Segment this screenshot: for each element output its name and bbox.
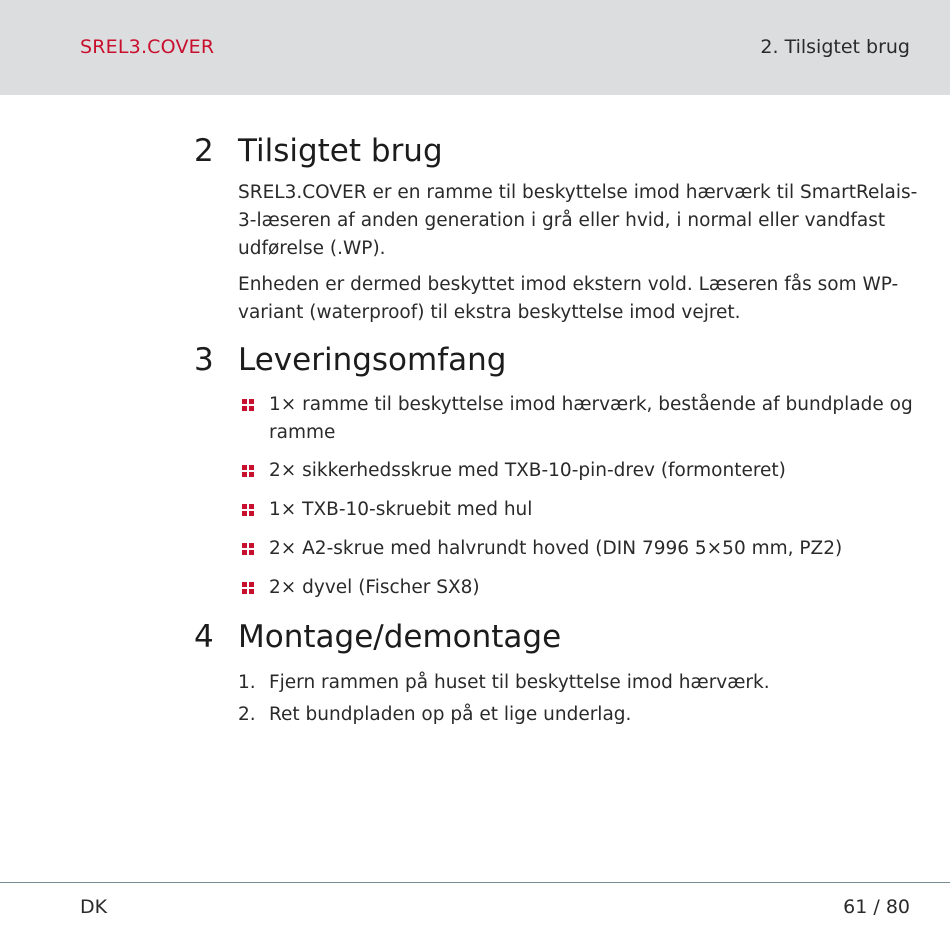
section-intended-use: [0, 133, 950, 323]
footer-divider: [0, 882, 950, 883]
list-item-text: 2× dyvel (Fischer SX8): [269, 577, 480, 598]
list-item-text: 1× ramme til beskyttelse imod hærværk, bestående af bundplade og ramme: [269, 394, 913, 443]
section-title: Leveringsomfang: [238, 342, 507, 378]
bullet-icon: [242, 465, 254, 477]
section-number: 3: [194, 342, 214, 378]
section-mounting: [0, 619, 950, 659]
section-heading: [0, 133, 950, 173]
bullet-icon: [242, 543, 254, 555]
language-code: DK: [80, 896, 108, 918]
bullet-icon: [242, 582, 254, 594]
step-text: Ret bundpladen op på et lige underlag.: [269, 704, 632, 725]
section-number: 2: [194, 133, 214, 169]
section-title: Montage/demontage: [238, 619, 562, 655]
step-text: Fjern rammen på huset til beskyttelse imod hærværk.: [269, 672, 770, 693]
running-section-title: 2. Tilsigtet brug: [760, 36, 910, 58]
section-number: 4: [194, 619, 214, 655]
list-item-text: 2× A2-skrue med halvrundt hoved (DIN 7996 5×50 mm, PZ2): [269, 538, 843, 559]
paragraph: SREL3.COVER er en ramme til beskyttelse imod hærværk til SmartRelais-3-læseren af anden generation i grå eller hvid, i normal eller vandfast udførelse (.WP).: [238, 182, 918, 259]
section-scope-of-delivery: [0, 342, 950, 598]
bullet-icon: [242, 504, 254, 516]
section-heading: [0, 619, 950, 659]
page-number: 61 / 80: [843, 896, 910, 918]
product-name: SREL3.COVER: [80, 36, 215, 58]
paragraph: Enheden er dermed beskyttet imod ekstern vold. Læseren fås som WP-variant (waterproof) til ekstra beskyttelse imod vejret.: [238, 274, 899, 323]
step-number: 1.: [238, 672, 256, 693]
page-header: [0, 0, 950, 95]
bullet-icon: [242, 399, 254, 411]
list-item-text: 2× sikkerhedsskrue med TXB-10-pin-drev (formonteret): [269, 460, 786, 481]
list-item-text: 1× TXB-10-skruebit med hul: [269, 499, 533, 520]
step-number: 2.: [238, 704, 256, 725]
section-heading: [0, 342, 950, 382]
section-title: Tilsigtet brug: [238, 133, 443, 169]
